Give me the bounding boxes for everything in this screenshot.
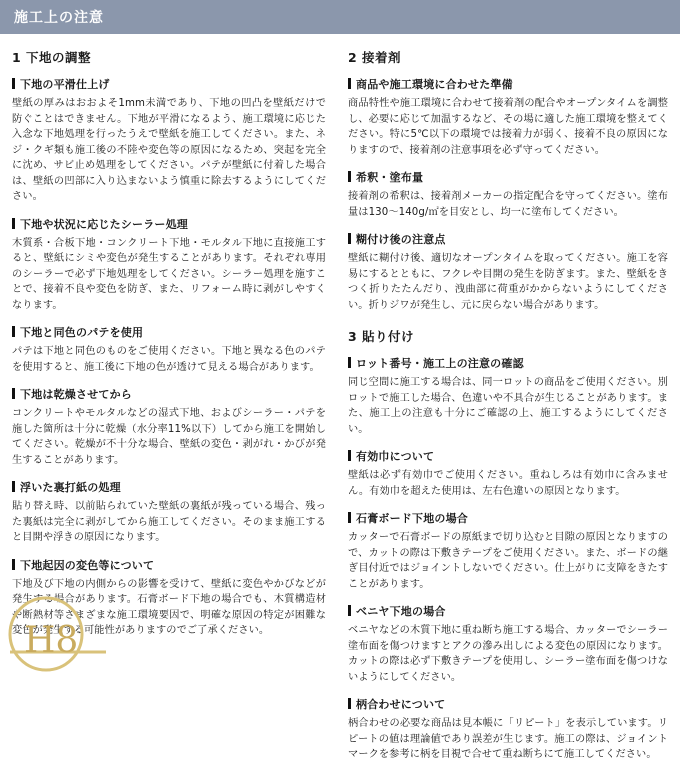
subsection-heading [12,76,326,92]
subsection-heading-text: 柄合わせについて [356,698,446,711]
subsection-body: 商品特性や施工環境に合わせて接着剤の配合やオープンタイムを調整し、必要に応じて加温するなど、その場に適した施工環境を整えてください。特に5℃以下の環境では接着力が弱く、接着不良の原因になりますので、接着剤の注意事項を必ず守ってください。 [348,98,668,156]
document-header [0,0,680,34]
page-title: 施工上の注意 [14,10,104,26]
left-column [12,48,340,774]
subsection-heading-text: 下地や状況に応じたシーラー処理 [20,217,188,231]
subsection-heading-text: 下地は乾燥させてから [20,388,132,401]
subsection-heading [348,696,668,712]
subsection-heading-text: 下地と同色のパテを使用 [20,326,144,339]
subsection-heading [348,231,668,247]
content-block [12,479,326,546]
subsection-heading-text: 有効巾について [356,450,435,463]
bullet-bar-icon [12,326,15,337]
bullet-bar-icon [12,78,15,89]
subsection-heading [12,557,326,573]
content-block [348,355,668,437]
subsection-heading-text: 下地の平滑仕上げ [20,78,110,91]
subsection-body: ベニヤなどの木質下地に重ね断ち施工する場合、カッターでシーラー塗布面を傷つけますとアクの滲み出しによる変色の原因になります。カットの際は必ず下敷きテープを使用し、シーラー塗布面を傷つけないようにしてください。 [348,625,668,683]
subsection-heading-text: ロット番号・施工上の注意の確認 [356,357,524,370]
content-block [348,448,668,499]
content-columns [0,34,680,774]
subsection-body: 壁紙に糊付け後、適切なオープンタイムを取ってください。施工を容易にするとともに、フクレや目開の発生を防ぎます。また、壁紙をきつく折りたたんだり、洩曲部に荷重がかからないようにしてください。折りジワが発生し、元に戻らない場合があります。 [348,253,668,311]
subsection-heading [12,324,326,340]
subsection-body: 同じ空間に施工する場合は、同一ロットの商品をご使用ください。別ロットで施工した場合、色違いや不具合が生じることがあります。また、施工上の注意も十分にご確認の上、施工するようにしてください。 [348,377,668,435]
bullet-bar-icon [348,450,351,461]
bullet-bar-icon [348,171,351,182]
watermark-label: H8 [24,620,79,661]
content-block [12,76,326,205]
subsection-heading-text: 浮いた裏打紙の処理 [20,481,121,494]
bullet-bar-icon [348,698,351,709]
bullet-bar-icon [348,605,351,616]
content-block [12,216,326,314]
subsection-heading [12,386,326,402]
subsection-heading-text: 下地起因の変色等について [20,558,155,572]
subsection-body: 貼り替え時、以前貼られていた壁紙の裏紙が残っている場合、残った裏紙は完全に剥がしてから施工してください。そのまま施工すると目開や浮きの原因になります。 [12,501,326,543]
subsection-heading [348,355,668,371]
subsection-body: カッターで石膏ボードの原紙まで切り込むと目隙の原因となりますので、カットの際は下敷きテープをご使用ください。また、ボードの継ぎ目付近ではジョイントしないでください。仕上がりに支障をきたすことがあります。 [348,532,668,590]
subsection-heading-text: 商品や施工環境に合わせた準備 [356,78,513,91]
subsection-heading [348,448,668,464]
content-block [12,386,326,468]
subsection-heading-text: 糊付け後の注意点 [356,233,446,246]
subsection-body: コンクリートやモルタルなどの湿式下地、およびシーラー・パテを施した箇所は十分に乾燥（水分率11%以下）してから施工を開始してください。乾燥が不十分な場合、壁紙の変色・剥がれ・かびが発生することがあります。 [12,408,326,466]
content-block [348,696,668,763]
bullet-bar-icon [12,481,15,492]
content-block [348,169,668,220]
section-title-3: 3 貼り付け [348,329,415,344]
bullet-bar-icon [348,512,351,523]
bullet-bar-icon [12,388,15,399]
content-block [348,603,668,685]
content-block [348,76,668,158]
bullet-bar-icon [348,78,351,89]
subsection-body: 壁紙は必ず有効巾でご使用ください。重ねしろは有効巾に含みません。有効巾を超えた使用は、左右色違いの原因となります。 [348,470,668,497]
subsection-heading [348,603,668,619]
right-column [340,48,668,774]
subsection-heading [348,169,668,185]
section-title-1: 1 下地の調整 [12,50,92,65]
bullet-bar-icon [12,559,15,570]
content-block [12,324,326,375]
content-block [348,231,668,313]
subsection-heading-text: ベニヤ下地の場合 [356,605,446,618]
content-block [348,510,668,592]
subsection-heading [348,76,668,92]
subsection-body: パテは下地と同色のものをご使用ください。下地と異なる色のパテを使用すると、施工後に下地の色が透けて見える場合があります。 [12,346,326,373]
subsection-heading [348,510,668,526]
subsection-heading [12,216,326,232]
subsection-heading-text: 石膏ボード下地の場合 [356,512,468,525]
subsection-body: 壁紙の厚みはおおよそ1mm未満であり、下地の凹凸を壁紙だけで防ぐことはできません。下地が平滑になるよう、施工環境に応じた入念な下地処理を行ったうえで壁紙を施工してください。また、ネジ・クギ類も施工後の不陸や変色等の原因になるため、突起を完全に沈め、サビ止め処理をしてください。パテが壁紙に付着した場合は、壁紙の凹部に入り込まないよう慎重に除去するようにしてください。 [12,98,326,202]
subsection-body: 接着剤の希釈は、接着剤メーカーの指定配合を守ってください。塗布量は130〜140g/㎡を目安とし、均一に塗布してください。 [348,191,668,218]
section-title-2: 2 接着剤 [348,50,402,65]
bullet-bar-icon [348,357,351,368]
subsection-body: 柄合わせの必要な商品は見本帳に「リピート」を表示しています。リピートの値は理論値であり誤差が生じます。施工の際は、ジョイントマークを参考に柄を目視で合せて重ね断ちにて施工してください。 [348,718,668,760]
bullet-bar-icon [12,218,15,229]
subsection-body: 木質系・合板下地・コンクリート下地・モルタル下地に直接施工すると、壁紙にシミや変色が発生することがあります。それぞれ専用のシーラーで必ず下地処理をしてください。シーラー処理を施すことで、接着不良や変色を防ぎ、また、リフォーム時に剥がしやすくなります。 [12,237,326,311]
subsection-heading [12,479,326,495]
bullet-bar-icon [348,233,351,244]
subsection-body: 下地及び下地の内側からの影響を受けて、壁紙に変色やかびなどが発生する場合があります。石膏ボード下地の場合でも、木質構造材や断熱材等さまざまな施工環境要因で、明確な原因の特定が困難な変色が発生する可能性がありますのでご了承ください。 [12,578,326,636]
content-block [12,557,326,639]
subsection-heading-text: 希釈・塗布量 [356,171,424,184]
